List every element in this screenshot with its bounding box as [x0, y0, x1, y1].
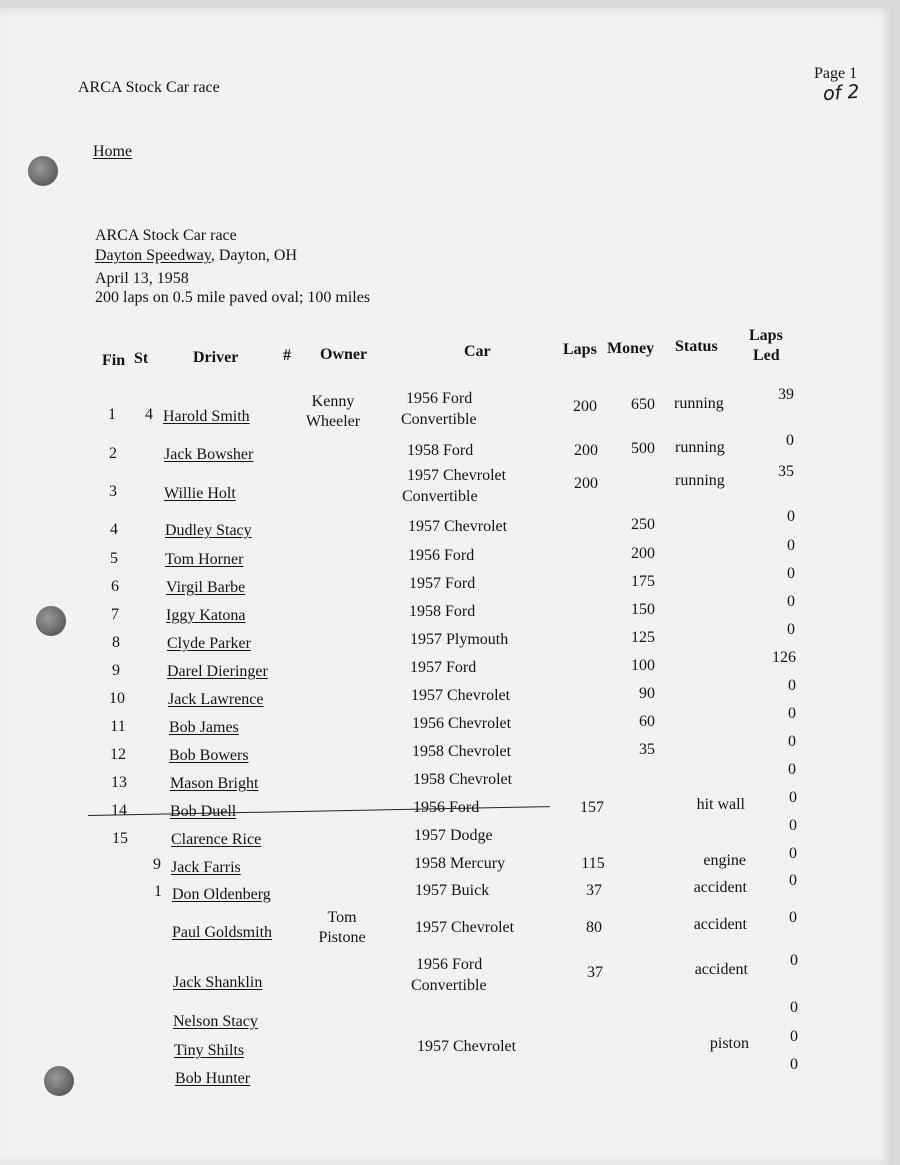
finish-position: 6: [111, 578, 119, 595]
finish-status: running: [675, 472, 725, 489]
driver-link[interactable]: Mason Bright: [170, 775, 259, 792]
finish-status: engine: [703, 852, 746, 869]
venue-link[interactable]: Dayton Speedway: [95, 247, 211, 264]
prize-money: 60: [639, 713, 655, 730]
driver-link[interactable]: Iggy Katona: [166, 607, 246, 624]
finish-position: 13: [111, 774, 127, 791]
car-model: 1958 Ford: [407, 442, 474, 459]
col-laps: Laps: [563, 341, 597, 358]
finish-status: piston: [709, 1035, 749, 1052]
laps-led: 0: [790, 1056, 798, 1073]
driver-link[interactable]: Virgil Barbe: [166, 579, 246, 596]
car-model: 1956 Ford: [406, 390, 473, 407]
finish-position: 5: [110, 550, 118, 567]
home-link[interactable]: Home: [93, 143, 133, 160]
owner-name: Kenny: [311, 393, 355, 410]
laps-completed: 80: [586, 919, 602, 936]
laps-led: 35: [778, 463, 794, 480]
laps-led: 0: [787, 621, 795, 638]
laps-led: 0: [787, 565, 795, 582]
event-title: ARCA Stock Car race: [95, 227, 237, 244]
finish-position: 4: [110, 521, 118, 538]
car-model: 1957 Ford: [409, 575, 476, 592]
finish-status: running: [675, 439, 725, 456]
prize-money: 90: [639, 685, 655, 702]
driver-link[interactable]: Bob Hunter: [175, 1070, 251, 1087]
laps-led: 0: [788, 677, 796, 694]
laps-led: 0: [789, 909, 797, 926]
col-laps-led-line2: Led: [753, 347, 780, 364]
car-model: 1957 Plymouth: [410, 631, 509, 648]
laps-led: 0: [787, 508, 795, 525]
driver-link[interactable]: Dudley Stacy: [165, 522, 252, 539]
event-description: 200 laps on 0.5 mile paved oval; 100 miles: [95, 289, 371, 306]
laps-completed: 37: [587, 964, 603, 981]
laps-led: 126: [772, 649, 796, 666]
driver-link[interactable]: Willie Holt: [164, 485, 236, 502]
prize-money: 650: [631, 396, 655, 413]
col-car: Car: [464, 343, 491, 360]
prize-money: 175: [631, 573, 655, 590]
driver-link[interactable]: Jack Shanklin: [173, 974, 263, 991]
car-model: 1957 Chevrolet: [417, 1038, 517, 1055]
car-model: 1957 Chevrolet: [415, 919, 515, 936]
col-driver: Driver: [193, 349, 239, 366]
driver-link[interactable]: Don Oldenberg: [172, 886, 271, 903]
col-money: Money: [607, 340, 655, 357]
start-position: 4: [145, 406, 153, 423]
finish-status: accident: [693, 916, 747, 933]
punch-hole: [44, 1066, 74, 1096]
finish-status: hit wall: [696, 796, 745, 813]
start-position: 1: [154, 883, 162, 900]
venue-location: , Dayton, OH: [210, 247, 298, 264]
col-st: St: [134, 350, 149, 367]
car-model: 1958 Ford: [409, 603, 476, 620]
car-model: 1958 Chevrolet: [413, 771, 513, 788]
col-status: Status: [675, 338, 718, 355]
laps-completed: 200: [574, 442, 598, 459]
laps-led: 0: [790, 999, 798, 1016]
event-date: April 13, 1958: [95, 270, 189, 287]
finish-position: 3: [109, 483, 117, 500]
driver-link[interactable]: Tom Horner: [165, 551, 244, 568]
handwritten-page-count: of 2: [822, 80, 861, 106]
driver-link[interactable]: Bob James: [169, 719, 239, 736]
prize-money: 250: [631, 516, 655, 533]
start-position: 9: [153, 856, 161, 873]
finish-position: 2: [109, 445, 117, 462]
car-model: Convertible: [401, 411, 477, 428]
car-model: 1957 Buick: [415, 882, 490, 899]
header-title: ARCA Stock Car race: [78, 79, 220, 96]
car-model: 1957 Dodge: [414, 827, 493, 844]
car-model: 1956 Ford: [416, 956, 483, 973]
car-model: 1957 Chevrolet: [411, 687, 511, 704]
car-model: Convertible: [402, 488, 478, 505]
driver-link[interactable]: Bob Duell: [170, 803, 237, 820]
driver-link[interactable]: Harold Smith: [163, 408, 250, 425]
punch-hole: [28, 156, 58, 186]
col-fin: Fin: [102, 352, 126, 369]
finish-status: accident: [694, 961, 748, 978]
driver-link[interactable]: Tiny Shilts: [174, 1042, 245, 1059]
laps-completed: 200: [574, 475, 598, 492]
laps-completed: 37: [586, 882, 602, 899]
col-number: #: [283, 347, 291, 364]
finish-position: 14: [111, 802, 127, 819]
laps-led: 0: [788, 733, 796, 750]
laps-led: 0: [789, 872, 797, 889]
driver-link[interactable]: Clyde Parker: [167, 635, 251, 652]
prize-money: 100: [631, 657, 655, 674]
driver-link[interactable]: Jack Bowsher: [164, 446, 254, 463]
finish-position: 12: [110, 746, 126, 763]
prize-money: 150: [631, 601, 655, 618]
finish-position: 8: [112, 634, 120, 651]
driver-link[interactable]: Bob Bowers: [169, 747, 249, 764]
owner-name: Pistone: [318, 929, 366, 946]
page-label: Page 1: [814, 65, 858, 82]
driver-link[interactable]: Jack Farris: [171, 859, 241, 876]
finish-position: 1: [108, 406, 116, 423]
laps-completed: 157: [580, 799, 604, 816]
laps-completed: 115: [581, 855, 605, 872]
prize-money: 500: [631, 440, 655, 457]
laps-led: 0: [787, 593, 795, 610]
laps-led: 0: [790, 1028, 798, 1045]
driver-link[interactable]: Jack Lawrence: [168, 691, 264, 708]
prize-money: 200: [631, 545, 655, 562]
prize-money: 35: [639, 741, 655, 758]
driver-link[interactable]: Darel Dieringer: [167, 663, 268, 680]
driver-link[interactable]: Clarence Rice: [171, 831, 262, 848]
laps-led: 0: [789, 789, 797, 806]
document-page: [0, 8, 893, 1165]
laps-led: 0: [788, 761, 796, 778]
laps-led: 0: [790, 952, 798, 969]
laps-led: 0: [787, 537, 795, 554]
laps-led: 0: [789, 817, 797, 834]
laps-completed: 200: [573, 398, 597, 415]
owner-name: Wheeler: [305, 413, 361, 430]
car-model: 1958 Chevrolet: [412, 743, 512, 760]
car-model: 1957 Ford: [410, 659, 477, 676]
event-venue-line: [95, 247, 297, 265]
laps-led: 0: [788, 705, 796, 722]
finish-position: 7: [111, 606, 119, 623]
car-model: 1957 Chevrolet: [407, 467, 507, 484]
car-model: Convertible: [411, 977, 487, 994]
laps-led: 39: [778, 386, 794, 403]
finish-position: 10: [109, 690, 125, 707]
car-model: 1956 Ford: [408, 547, 475, 564]
laps-led: 0: [789, 845, 797, 862]
prize-money: 125: [631, 629, 655, 646]
laps-led: 0: [786, 432, 794, 449]
finish-status: running: [674, 395, 724, 412]
col-laps-led-line1: Laps: [749, 327, 783, 344]
car-model: 1956 Ford: [413, 799, 480, 816]
car-model: 1958 Mercury: [414, 855, 506, 872]
driver-link[interactable]: Paul Goldsmith: [172, 924, 273, 941]
owner-name: Tom: [327, 909, 357, 926]
finish-position: 11: [110, 718, 126, 735]
car-model: 1956 Chevrolet: [412, 715, 512, 732]
finish-position: 15: [112, 830, 128, 847]
finish-status: accident: [693, 879, 747, 896]
car-model: 1957 Chevrolet: [408, 518, 508, 535]
col-owner: Owner: [320, 346, 368, 363]
driver-link[interactable]: Nelson Stacy: [173, 1013, 258, 1030]
finish-position: 9: [112, 662, 120, 679]
